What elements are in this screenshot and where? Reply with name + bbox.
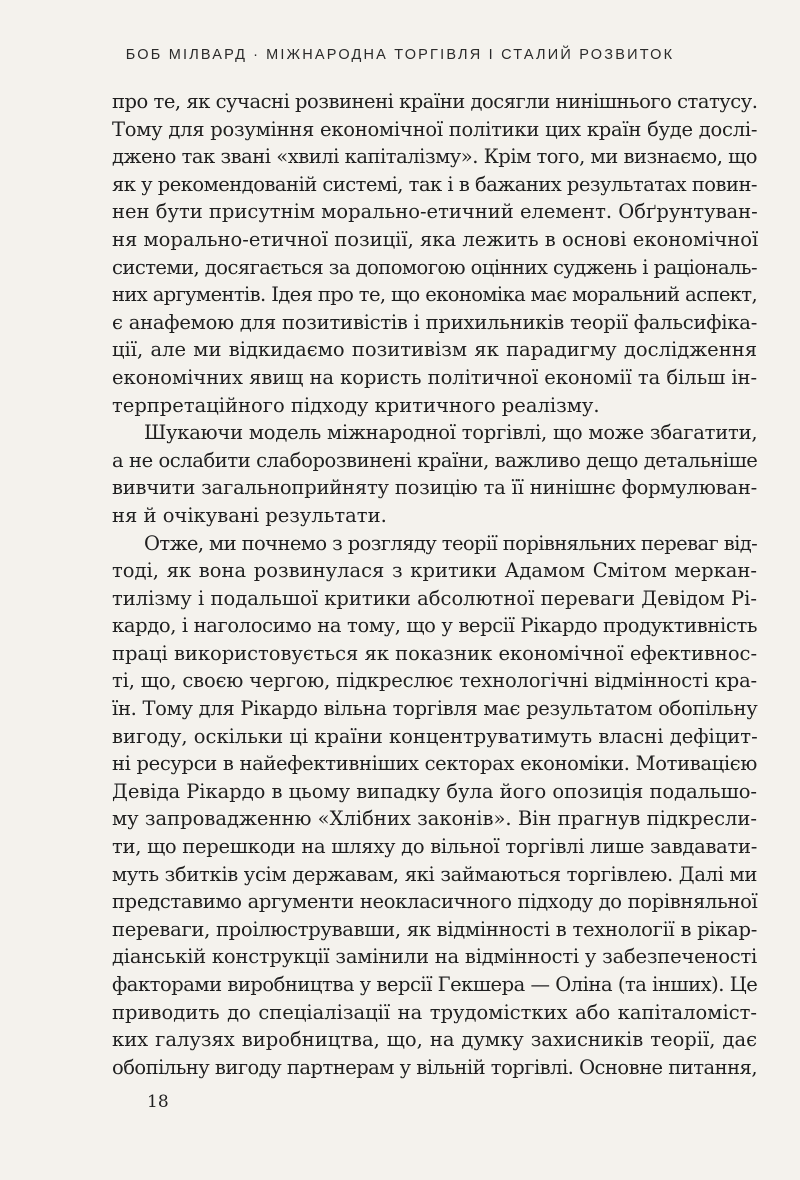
- text-line: представимо аргументи неокласичного підходу до порівняльної: [112, 890, 758, 914]
- text-line: приводить до спеціалізації на трудомістких або капіталоміст-: [112, 1000, 757, 1024]
- text-line: вигоду, оскільки ці країни концентруватимуть власні дефіцит-: [112, 724, 758, 748]
- text-line: системи, досягається за допомогою оцінних суджень і раціональ-: [112, 255, 757, 279]
- text-line: діанській конструкції замінили на відмінності у забезпеченості: [112, 945, 758, 969]
- text-line: нен бути присутнім морально-етичний елемент. Обґрунтуван-: [112, 200, 758, 224]
- text-line: ті, що, своєю чергою, підкреслює технологічні відмінності кра-: [112, 669, 757, 693]
- running-header: [0, 47, 800, 63]
- text-line: переваги, проілюструвавши, як відмінності в технології в рікар-: [112, 917, 757, 941]
- paragraph: [112, 530, 757, 1082]
- text-line: тилізму і подальшої критики абсолютної переваги Девідом Рі-: [112, 586, 757, 610]
- text-line: ції, але ми відкидаємо позитивізм як парадигму дослідження: [112, 338, 757, 362]
- text-line: їн. Тому для Рікардо вільна торгівля має результатом обопільну: [112, 697, 758, 721]
- text-line: праці використовується як показник економічної ефективнос-: [112, 641, 757, 665]
- text-line: Тому для розуміння економічної політики цих країн буде дослі-: [112, 117, 758, 141]
- text-line: є анафемою для позитивістів і прихильників теорії фальсифіка-: [112, 310, 758, 334]
- text-line: факторами виробництва у версії Гекшера — Оліна (та інших). Це: [112, 973, 758, 996]
- text-line: ня й очікувані результати.: [112, 503, 387, 527]
- text-line: них аргументів. Ідея про те, що економіка має моральний аспект,: [112, 283, 758, 307]
- text-line: ня морально-етичної позиції, яка лежить в основі економічної: [112, 227, 759, 251]
- header-separator: ·: [253, 47, 261, 63]
- text-line: кардо, і наголосимо на тому, що у версії Рікардо продуктивність: [112, 614, 758, 638]
- paragraph: [112, 419, 757, 529]
- text-line: муть збитків усім державам, які займаються торгівлею. Далі ми: [112, 862, 757, 886]
- header-author: БОБ МІЛВАРД: [125, 47, 248, 63]
- text-line: му запровадженню «Хлібних законів». Він прагнув підкресли-: [112, 807, 757, 831]
- text-line: Шукаючи модель міжнародної торгівлі, що може збагатити,: [144, 421, 758, 445]
- text-line: джено так звані «хвилі капіталізму». Крім того, ми визнаємо, що: [112, 145, 758, 169]
- text-line: ких галузях виробництва, що, на думку захисників теорії, дає: [112, 1028, 757, 1052]
- text-line: терпретаційного підходу критичного реалізму.: [112, 393, 600, 417]
- text-line: обопільну вигоду партнерам у вільній торгівлі. Основне питання,: [112, 1055, 757, 1079]
- text-line: ти, що перешкоди на шляху до вільної торгівлі лише завдавати-: [112, 835, 758, 859]
- text-line: тоді, як вона розвинулася з критики Адамом Смітом меркан-: [112, 559, 757, 583]
- text-line: вивчити загальноприйняту позицію та її нинішнє формулюван-: [112, 476, 757, 500]
- text-line: економічних явищ на користь політичної економії та більш ін-: [112, 365, 758, 389]
- header-book-title: МІЖНАРОДНА ТОРГІВЛЯ І СТАЛИЙ РОЗВИТОК: [266, 47, 675, 63]
- paragraph: [112, 88, 757, 419]
- text-line: про те, як сучасні розвинені країни досягли нинішнього статусу.: [112, 90, 758, 113]
- text-line: ні ресурси в найефективніших секторах економіки. Мотивацією: [112, 752, 757, 776]
- text-line: Девіда Рікардо в цьому випадку була його опозиція подальшо-: [112, 779, 757, 803]
- text-line: а не ослабити слаборозвинені країни, важливо дещо детальніше: [112, 448, 758, 472]
- body-text: [112, 88, 757, 1081]
- text-line: Отже, ми почнемо з розгляду теорії порівняльних переваг від-: [144, 531, 758, 555]
- page-number: 18: [147, 1092, 169, 1112]
- text-line: як у рекомендованій системі, так і в бажаних результатах повин-: [112, 172, 757, 196]
